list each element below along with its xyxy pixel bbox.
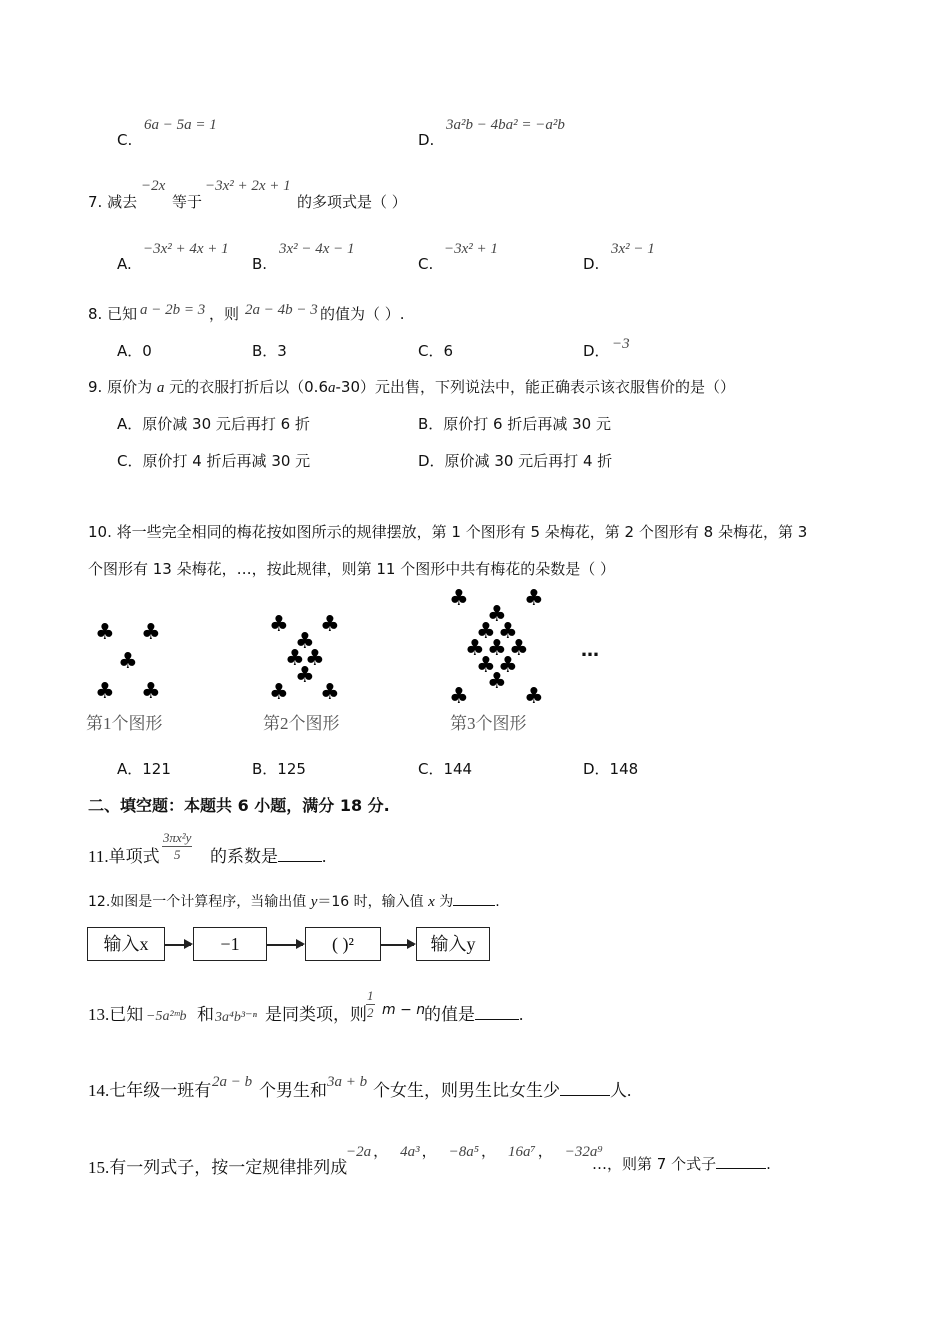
q11-fraction: $\frac{\text{3πx²y}}{5}$ xyxy=(163,830,192,862)
q15-suffix: …，则第 7 个式子 . xyxy=(592,1155,771,1173)
club-icon: ♣ xyxy=(449,684,469,709)
club-icon: ♣ xyxy=(465,636,485,661)
club-icon: ♣ xyxy=(269,680,289,705)
q10-figure-1-label: 第1个图形 xyxy=(86,714,163,733)
club-icon: ♣ xyxy=(95,620,115,645)
q8-option-d: D． xyxy=(583,342,610,360)
club-icon: ♣ xyxy=(509,636,529,661)
club-icon: ♣ xyxy=(295,663,315,688)
q13-stem: 13.已知 xyxy=(88,1005,144,1024)
q7-option-a: A. xyxy=(117,255,132,273)
q8-suffix: 的值为（ ）. xyxy=(320,305,405,323)
q10-option-d: D．148 xyxy=(583,760,639,778)
q14-stem: 14.七年级一班有 xyxy=(88,1081,212,1100)
q15-stem: 15.有一列式子，按一定规律排列成 xyxy=(88,1158,348,1177)
q7-expr1: −2x xyxy=(141,178,166,194)
q13-expr3: m − n xyxy=(382,1002,426,1018)
club-icon: ♣ xyxy=(118,649,138,674)
q8-option-c: C．6 xyxy=(418,342,454,360)
q13-mid2: 是同类项，则 xyxy=(265,1005,367,1024)
club-icon: ♣ xyxy=(305,646,325,671)
q10-option-a: A．121 xyxy=(117,760,171,778)
club-icon: ♣ xyxy=(476,619,496,644)
q6-option-d-expr: 3a²b − 4ba² = −a²b xyxy=(446,117,565,133)
flow-arrow-icon xyxy=(164,944,191,946)
club-icon: ♣ xyxy=(285,646,305,671)
club-icon: ♣ xyxy=(320,612,340,637)
q9-option-a: A．原价减 30 元后再打 6 折 xyxy=(117,415,310,433)
club-icon: ♣ xyxy=(524,586,544,611)
q7-suffix: 的多项式是（ ） xyxy=(297,193,407,211)
q10-figure-3-label: 第3个图形 xyxy=(450,714,527,733)
flow-square-box: ( )² xyxy=(305,927,381,961)
q13-suffix: 的值是 . xyxy=(424,1005,524,1024)
q14-expr2: 3a + b xyxy=(327,1074,368,1090)
q11-suffix: 的系数是 . xyxy=(210,847,327,866)
q13-expr2: 3a⁴b³⁻ⁿ xyxy=(215,1010,257,1025)
q8-expr2: 2a − 4b − 3 xyxy=(245,302,318,318)
q7-option-c-expr: −3x² + 1 xyxy=(444,241,498,257)
club-icon: ♣ xyxy=(95,679,115,704)
q8-option-d-expr: −3 xyxy=(612,336,630,352)
q13-fraction: $\frac{1}{2}$ xyxy=(367,988,374,1020)
flow-output-y-box: 输入y xyxy=(416,927,490,961)
q7-option-b: B. xyxy=(252,255,268,273)
club-icon: ♣ xyxy=(476,653,496,678)
club-icon: ♣ xyxy=(295,629,315,654)
q6-option-c-expr: 6a − 5a = 1 xyxy=(144,117,217,133)
q8-expr1: a − 2b = 3 xyxy=(140,302,206,318)
q15-term-list: −2a ， 4a³ ， −8a⁵ ， 16a⁷ ， −32a⁹ xyxy=(346,1142,603,1160)
club-icon: ♣ xyxy=(269,612,289,637)
q6-option-c: C. xyxy=(117,131,133,149)
club-icon: ♣ xyxy=(524,684,544,709)
club-icon: ♣ xyxy=(141,679,161,704)
club-icon: ♣ xyxy=(498,653,518,678)
q7-mid: 等于 xyxy=(172,193,203,211)
q13-expr1: −5a²ᵐb xyxy=(146,1009,187,1024)
q10-option-b: B．125 xyxy=(252,760,306,778)
flow-arrow-icon xyxy=(380,944,414,946)
q10-ellipsis: … xyxy=(581,640,599,661)
club-icon: ♣ xyxy=(141,620,161,645)
q7-expr2: −3x² + 2x + 1 xyxy=(205,178,291,194)
q9-option-c: C．原价打 4 折后再减 30 元 xyxy=(117,452,311,470)
q7-option-d-expr: 3x² − 1 xyxy=(611,241,655,257)
club-icon: ♣ xyxy=(449,586,469,611)
q10-stem-line1: 10. 将一些完全相同的梅花按如图所示的规律摆放，第 1 个图形有 5 朵梅花，第 2 个图形有 8 朵梅花，第 3 xyxy=(88,523,808,541)
club-icon: ♣ xyxy=(487,669,507,694)
q7-option-d: D. xyxy=(583,255,600,273)
q14-suffix: 个女生，则男生比女生少 人. xyxy=(373,1081,632,1100)
flow-minus-one-box: −1 xyxy=(193,927,267,961)
q13-mid: 和 xyxy=(197,1005,214,1024)
q11-stem: 11.单项式 xyxy=(88,847,160,866)
q14-mid: 个男生和 xyxy=(259,1081,327,1100)
club-icon: ♣ xyxy=(320,680,340,705)
q8-option-b: B．3 xyxy=(252,342,287,360)
q9-option-d: D．原价减 30 元后再打 4 折 xyxy=(418,452,613,470)
q9-stem: 9. 原价为 a 元的衣服打折后以（0.6a-30）元出售，下列说法中，能正确表示该衣服售价的是（） xyxy=(88,378,735,396)
q10-option-c: C．144 xyxy=(418,760,473,778)
q10-figure-2-label: 第2个图形 xyxy=(263,714,340,733)
club-icon: ♣ xyxy=(498,619,518,644)
club-icon: ♣ xyxy=(487,602,507,627)
q7-option-c: C. xyxy=(418,255,434,273)
q7-option-b-expr: 3x² − 4x − 1 xyxy=(279,241,355,257)
section-2-title: 二、填空题：本题共 6 小题，满分 18 分. xyxy=(88,796,390,815)
q8-stem: 8. 已知 xyxy=(88,305,138,323)
q9-option-b: B．原价打 6 折后再减 30 元 xyxy=(418,415,611,433)
q8-mid: ，则 xyxy=(209,305,240,323)
club-icon: ♣ xyxy=(487,636,507,661)
q7-option-a-expr: −3x² + 4x + 1 xyxy=(143,241,229,257)
q12-stem: 12.如图是一个计算程序，当输出值 y＝16 时，输入值 x 为 . xyxy=(88,891,500,911)
flow-arrow-icon xyxy=(266,944,303,946)
q8-option-a: A．0 xyxy=(117,342,152,360)
flow-input-x-box: 输入x xyxy=(87,927,165,961)
q10-stem-line2: 个图形有 13 朵梅花，…，按此规律，则第 11 个图形中共有梅花的朵数是（ ） xyxy=(88,560,616,578)
q7-stem: 7. 减去 xyxy=(88,193,138,211)
q6-option-d: D. xyxy=(418,131,435,149)
q14-expr1: 2a − b xyxy=(212,1074,253,1090)
